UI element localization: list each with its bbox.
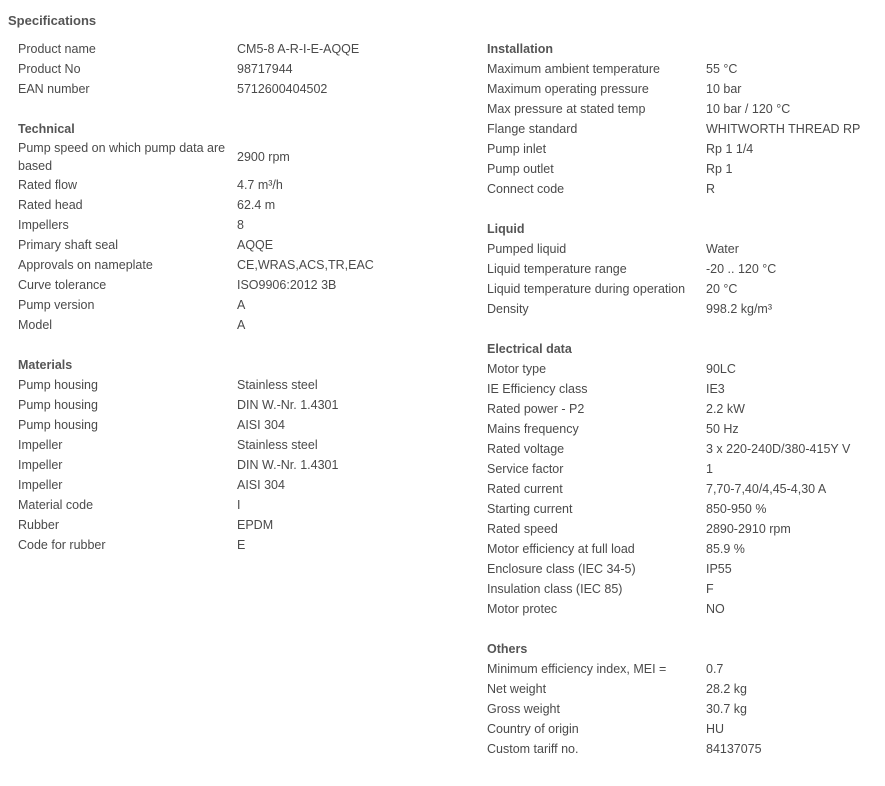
- spec-label: Rated power - P2: [487, 402, 585, 416]
- spec-label: Rated flow: [18, 178, 78, 192]
- spec-value: F: [706, 582, 714, 596]
- spec-row: [487, 139, 882, 159]
- spec-row: [487, 439, 882, 459]
- spec-label: Maximum operating pressure: [487, 82, 649, 96]
- spec-label: Country of origin: [487, 722, 579, 736]
- spec-label: Curve tolerance: [18, 278, 107, 292]
- spec-row: [18, 215, 468, 235]
- spec-value: AISI 304: [237, 478, 285, 492]
- spec-row: [18, 375, 468, 395]
- spec-label: Impeller: [18, 438, 63, 452]
- spec-label: Product No: [18, 62, 81, 76]
- spec-label: Rated voltage: [487, 442, 565, 456]
- spec-value: 30.7 kg: [706, 702, 748, 716]
- spec-value: 2.2 kW: [706, 402, 745, 416]
- spec-row: [487, 99, 882, 119]
- spec-row: [487, 579, 882, 599]
- spec-value: Rp 1: [706, 162, 733, 176]
- spec-row: [487, 79, 882, 99]
- spec-row: [487, 739, 882, 759]
- spec-row: [18, 415, 468, 435]
- spec-value: Water: [706, 242, 739, 256]
- spec-row: [18, 455, 468, 475]
- spec-label: Service factor: [487, 462, 564, 476]
- spec-row: [487, 119, 882, 139]
- spec-row: [18, 435, 468, 455]
- spec-value: 850-950 %: [706, 502, 767, 516]
- spec-value: 84137075: [706, 742, 762, 756]
- spec-row: [487, 499, 882, 519]
- spec-value: ISO9906:2012 3B: [237, 278, 337, 292]
- spec-label: Liquid temperature range: [487, 262, 627, 276]
- spec-row: [487, 479, 882, 499]
- spec-label: Product name: [18, 42, 96, 56]
- spec-label: Gross weight: [487, 702, 560, 716]
- spec-label: Rated current: [487, 482, 563, 496]
- spec-row: [487, 159, 882, 179]
- spec-value: 20 °C: [706, 282, 738, 296]
- spec-value: 28.2 kg: [706, 682, 748, 696]
- spec-value: DIN W.-Nr. 1.4301: [237, 458, 339, 472]
- spec-label: Material code: [18, 498, 94, 512]
- spec-label: EAN number: [18, 82, 90, 96]
- spec-value: 10 bar / 120 °C: [706, 102, 791, 116]
- spec-label: Code for rubber: [18, 538, 106, 552]
- spec-row: [18, 515, 468, 535]
- spec-value: 62.4 m: [237, 198, 276, 212]
- spec-value: 98717944: [237, 62, 293, 76]
- spec-row: [18, 475, 468, 495]
- spec-label: Motor efficiency at full load: [487, 542, 635, 556]
- spec-value: CE,WRAS,ACS,TR,EAC: [237, 258, 374, 272]
- spec-value: 55 °C: [706, 62, 738, 76]
- spec-value: 4.7 m³/h: [237, 178, 283, 192]
- right-column: [487, 39, 882, 779]
- section-installation: [487, 39, 882, 199]
- spec-label: Pump housing: [18, 398, 98, 412]
- spec-row: [487, 719, 882, 739]
- section-electrical-data: [487, 339, 882, 619]
- section-title: Liquid: [487, 222, 525, 236]
- spec-label: Net weight: [487, 682, 547, 696]
- spec-label: Impeller: [18, 458, 63, 472]
- spec-value: Stainless steel: [237, 438, 318, 452]
- spec-row: [487, 259, 882, 279]
- spec-value: 5712600404502: [237, 82, 328, 96]
- section-materials: [18, 355, 468, 555]
- spec-row: [18, 535, 468, 555]
- spec-label: Primary shaft seal: [18, 238, 119, 252]
- spec-value: 85.9 %: [706, 542, 745, 556]
- spec-row: [18, 495, 468, 515]
- spec-row: [487, 179, 882, 199]
- left-column: [18, 39, 468, 575]
- spec-label: Density: [487, 302, 529, 316]
- spec-value: AISI 304: [237, 418, 285, 432]
- spec-label: Starting current: [487, 502, 573, 516]
- section-title: Technical: [18, 122, 75, 136]
- section-product-info: [18, 39, 468, 99]
- spec-row: [487, 659, 882, 679]
- spec-value: -20 .. 120 °C: [706, 262, 777, 276]
- spec-value: Stainless steel: [237, 378, 318, 392]
- spec-label: Flange standard: [487, 122, 578, 136]
- spec-row: [487, 299, 882, 319]
- spec-value: R: [706, 182, 716, 196]
- spec-label: Mains frequency: [487, 422, 579, 436]
- spec-row: [487, 239, 882, 259]
- spec-label: Minimum efficiency index, MEI =: [487, 662, 667, 676]
- spec-label: Impellers: [18, 218, 69, 232]
- spec-row: [18, 295, 468, 315]
- spec-row: [487, 359, 882, 379]
- spec-row: [487, 59, 882, 79]
- spec-label: Insulation class (IEC 85): [487, 582, 623, 596]
- spec-row: [18, 395, 468, 415]
- spec-value: CM5-8 A-R-I-E-AQQE: [237, 42, 360, 56]
- spec-label: Motor type: [487, 362, 547, 376]
- spec-label: Model: [18, 318, 53, 332]
- spec-row: [487, 559, 882, 579]
- spec-row: [18, 79, 468, 99]
- spec-row: [18, 275, 468, 295]
- spec-label: Pump version: [18, 298, 95, 312]
- spec-value: HU: [706, 722, 725, 736]
- spec-label: Connect code: [487, 182, 565, 196]
- spec-label: Max pressure at stated temp: [487, 102, 646, 116]
- spec-value: 998.2 kg/m³: [706, 302, 773, 316]
- spec-label: Approvals on nameplate: [18, 258, 153, 272]
- section-others: [487, 639, 882, 759]
- spec-value: 90LC: [706, 362, 736, 376]
- spec-value: 8: [237, 218, 244, 232]
- spec-row: [18, 235, 468, 255]
- section-title: Installation: [487, 42, 553, 56]
- section-title: Others: [487, 642, 528, 656]
- spec-value: WHITWORTH THREAD RP: [706, 122, 861, 136]
- spec-label: Pump speed on which pump data are based: [18, 141, 226, 173]
- spec-label: Rubber: [18, 518, 59, 532]
- spec-label: Impeller: [18, 478, 63, 492]
- spec-value: 2890-2910 rpm: [706, 522, 791, 536]
- spec-value: 50 Hz: [706, 422, 739, 436]
- spec-value: A: [237, 298, 246, 312]
- spec-label: Custom tariff no.: [487, 742, 579, 756]
- spec-label: Motor protec: [487, 602, 558, 616]
- spec-row: [487, 699, 882, 719]
- spec-label: Rated head: [18, 198, 83, 212]
- section-title: Electrical data: [487, 342, 572, 356]
- spec-value: IP55: [706, 562, 732, 576]
- spec-value: 1: [706, 462, 713, 476]
- spec-row: [487, 279, 882, 299]
- spec-value: NO: [706, 602, 725, 616]
- spec-row: [18, 139, 468, 175]
- spec-row: [487, 419, 882, 439]
- spec-value: DIN W.-Nr. 1.4301: [237, 398, 339, 412]
- spec-row: [487, 459, 882, 479]
- spec-value: AQQE: [237, 238, 274, 252]
- spec-row: [18, 255, 468, 275]
- spec-row: [18, 59, 468, 79]
- spec-value: Rp 1 1/4: [706, 142, 754, 156]
- spec-label: Pump outlet: [487, 162, 554, 176]
- spec-label: Maximum ambient temperature: [487, 62, 660, 76]
- spec-value: 10 bar: [706, 82, 742, 96]
- spec-row: [487, 399, 882, 419]
- spec-value: 7,70-7,40/4,45-4,30 A: [706, 482, 827, 496]
- page-title: Specifications: [8, 13, 97, 28]
- spec-label: Enclosure class (IEC 34-5): [487, 562, 636, 576]
- spec-label: Rated speed: [487, 522, 558, 536]
- spec-label: Liquid temperature during operation: [487, 282, 686, 296]
- section-technical: [18, 119, 468, 335]
- spec-row: [487, 519, 882, 539]
- spec-value: A: [237, 318, 246, 332]
- section-title: Materials: [18, 358, 73, 372]
- spec-value: IE3: [706, 382, 725, 396]
- spec-label: Pump inlet: [487, 142, 547, 156]
- spec-row: [18, 39, 468, 59]
- spec-row: [487, 539, 882, 559]
- spec-value: 3 x 220-240D/380-415Y V: [706, 442, 851, 456]
- spec-row: [487, 679, 882, 699]
- spec-value: 2900 rpm: [237, 150, 290, 164]
- spec-label: IE Efficiency class: [487, 382, 588, 396]
- spec-row: [18, 175, 468, 195]
- section-liquid: [487, 219, 882, 319]
- spec-value: 0.7: [706, 662, 724, 676]
- spec-row: [18, 315, 468, 335]
- spec-label: Pump housing: [18, 378, 98, 392]
- spec-row: [487, 379, 882, 399]
- spec-row: [18, 195, 468, 215]
- spec-value: EPDM: [237, 518, 274, 532]
- spec-value: E: [237, 538, 246, 552]
- spec-row: [487, 599, 882, 619]
- spec-label: Pump housing: [18, 418, 98, 432]
- spec-value: I: [237, 498, 241, 512]
- spec-label: Pumped liquid: [487, 242, 567, 256]
